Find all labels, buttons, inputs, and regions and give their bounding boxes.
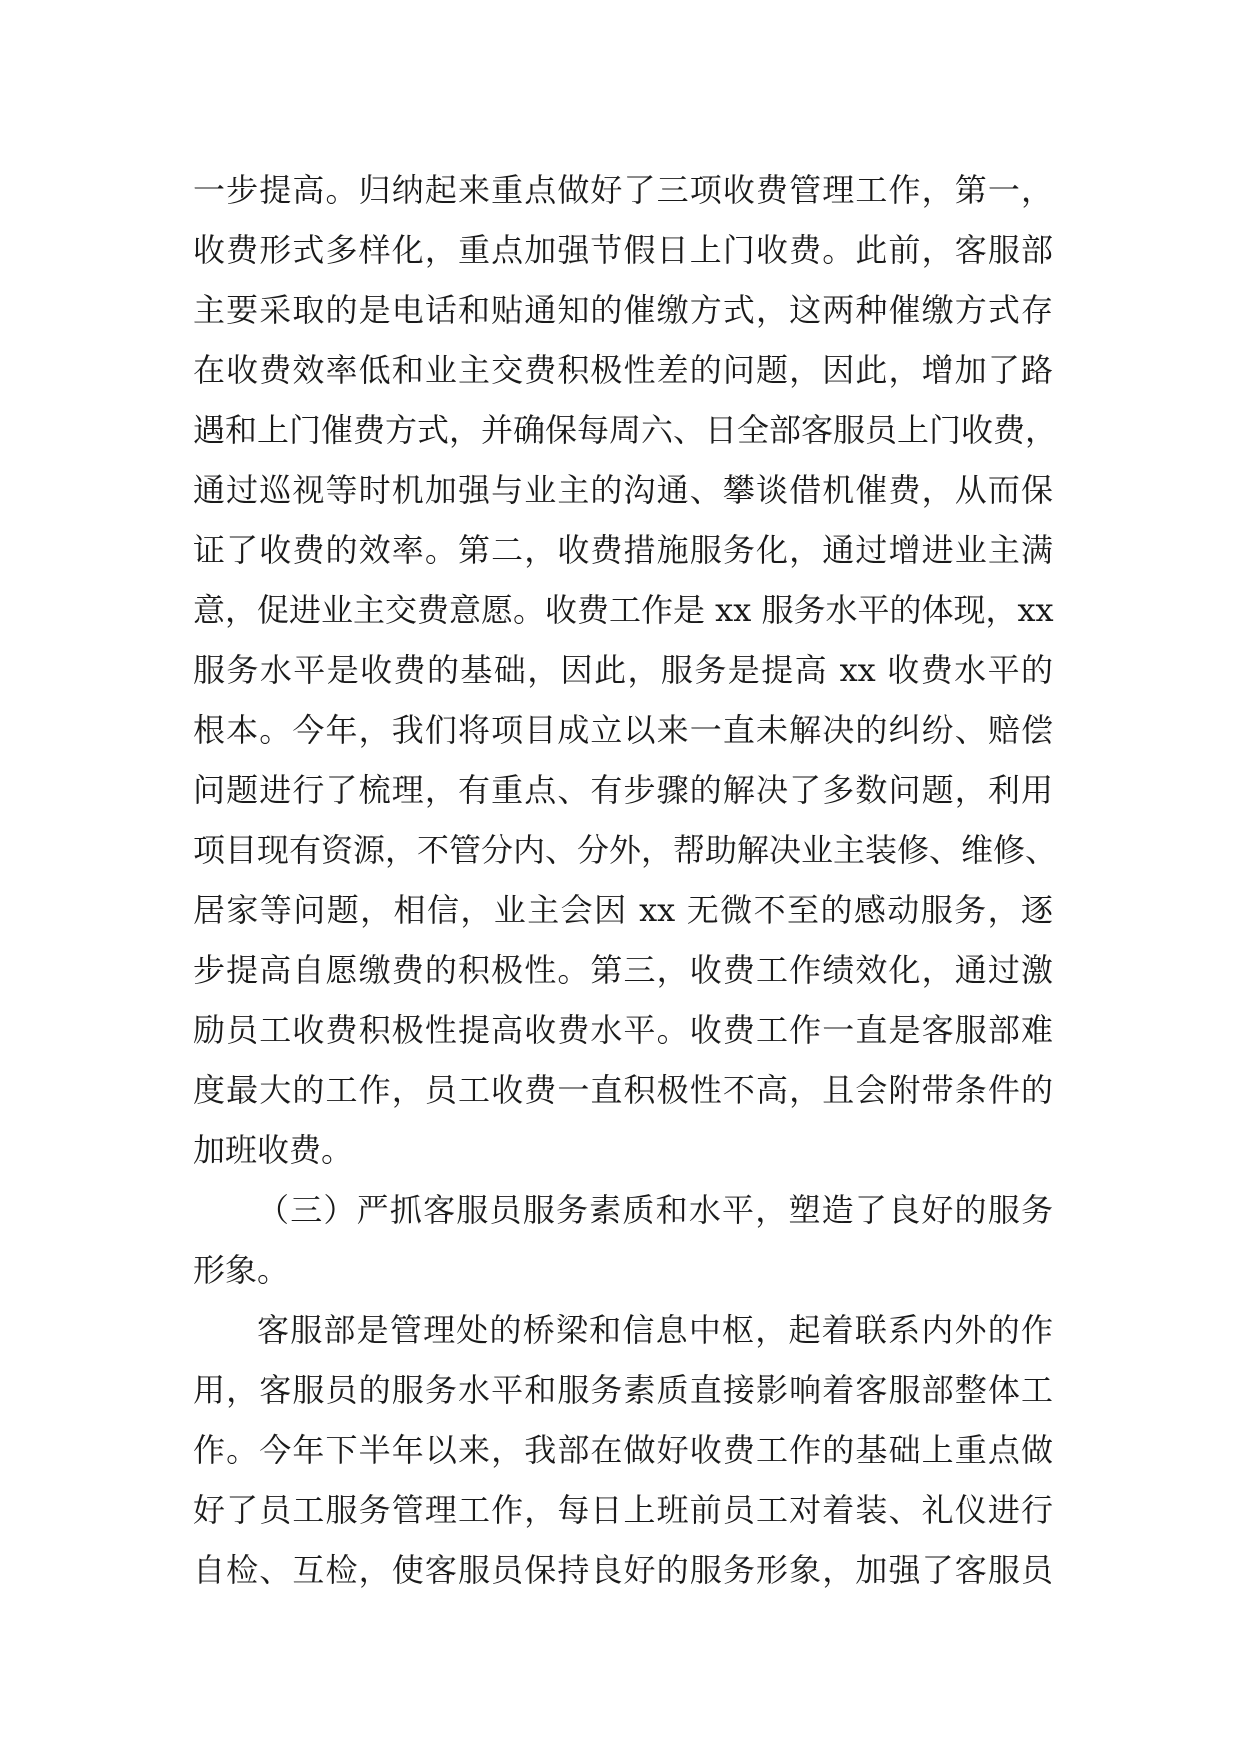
text-line: 遇和上门催费方式，并确保每周六、日全部客服员上门收费， — [193, 411, 1058, 449]
text-line: 通过巡视等时机加强与业主的沟通、攀谈借机催费，从而保 — [193, 471, 1053, 509]
text-line: 作。今年下半年以来，我部在做好收费工作的基础上重点做 — [193, 1431, 1053, 1469]
text-line: 项目现有资源，不管分内、分外，帮助解决业主装修、维修、 — [193, 831, 1058, 869]
text-line: 步提高自愿缴费的积极性。第三，收费工作绩效化，通过激 — [193, 951, 1053, 989]
text-line: 收费形式多样化，重点加强节假日上门收费。此前，客服部 — [193, 231, 1053, 269]
text-line: 居家等问题，相信，业主会因 xx 无微不至的感动服务，逐 — [193, 891, 1053, 929]
text-line: 一步提高。归纳起来重点做好了三项收费管理工作，第一， — [193, 171, 1053, 209]
text-line: 度最大的工作，员工收费一直积极性不高，且会附带条件的 — [193, 1071, 1053, 1109]
text-line: 证了收费的效率。第二，收费措施服务化，通过增进业主满 — [193, 531, 1053, 569]
section-heading-continuation: 形象。 — [193, 1251, 290, 1289]
section-heading: （三）严抓客服员服务素质和水平，塑造了良好的服务 — [257, 1191, 1053, 1229]
text-line: 好了员工服务管理工作，每日上班前员工对着装、礼仪进行 — [193, 1491, 1053, 1529]
text-line: 根本。今年，我们将项目成立以来一直未解决的纠纷、赔偿 — [193, 711, 1053, 749]
text-line: 励员工收费积极性提高收费水平。收费工作一直是客服部难 — [193, 1011, 1053, 1049]
text-line: 自检、互检，使客服员保持良好的服务形象，加强了客服员 — [193, 1551, 1053, 1589]
text-line: 问题进行了梳理，有重点、有步骤的解决了多数问题，利用 — [193, 771, 1053, 809]
text-line: 服务水平是收费的基础，因此，服务是提高 xx 收费水平的 — [193, 651, 1053, 689]
text-line: 用，客服员的服务水平和服务素质直接影响着客服部整体工 — [193, 1371, 1053, 1409]
text-line: 主要采取的是电话和贴通知的催缴方式，这两种催缴方式存 — [193, 291, 1053, 329]
text-line: 客服部是管理处的桥梁和信息中枢，起着联系内外的作 — [257, 1311, 1053, 1349]
body-text — [193, 160, 1058, 1600]
text-line: 加班收费。 — [193, 1131, 354, 1169]
text-line: 在收费效率低和业主交费积极性差的问题，因此，增加了路 — [193, 351, 1053, 389]
text-line: 意，促进业主交费意愿。收费工作是 xx 服务水平的体现，xx — [193, 591, 1054, 629]
